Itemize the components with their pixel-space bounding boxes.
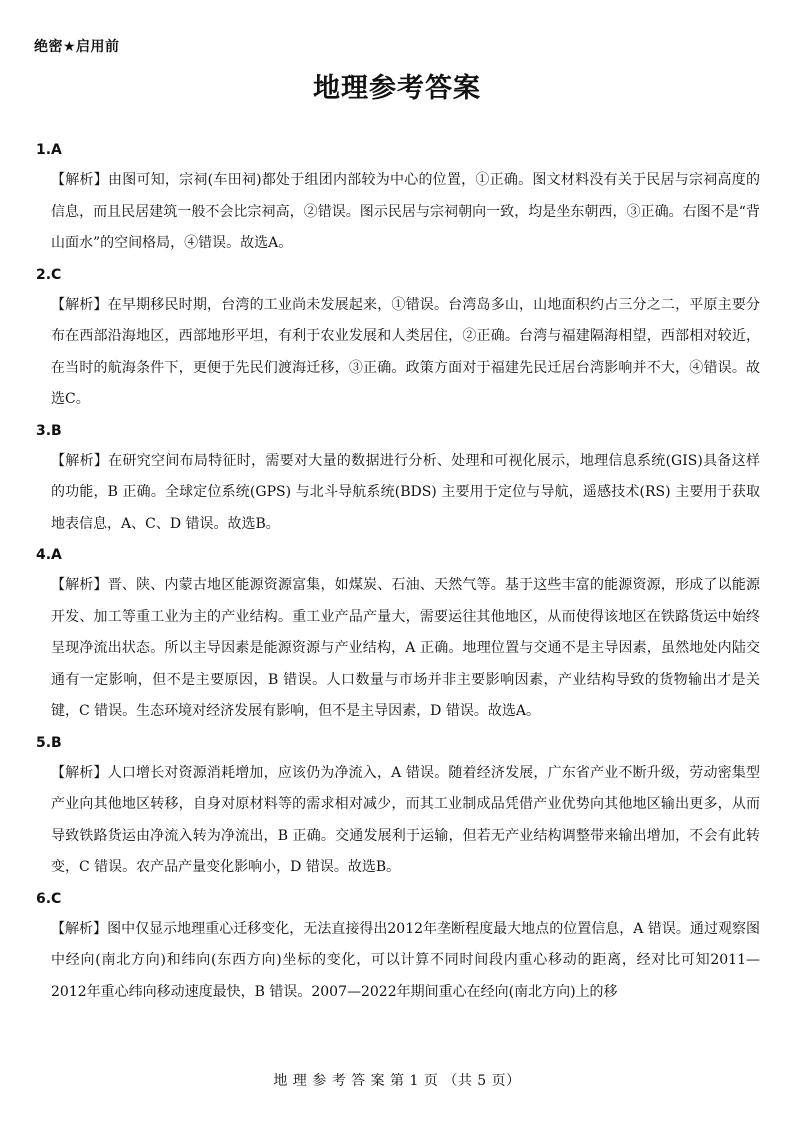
question-1	[36, 140, 760, 260]
question-explanation: 【解析】晋、陕、内蒙古地区能源资源富集，如煤炭、石油、天然气等。基于这些丰富的能源资源，形成了以能源开发、加工等重工业为主的产业结构。重工业产品产量大，需要运往其他地区，从而使得该地区在铁路货运中始终呈现净流出状态。所以主导因素是能源资源与产业结构，A 正确。地理位置与交通不是主导因素，虽然地处内陆交通有一定影响，但不是主要原因，B 错误。人口数量与市场并非主要影响因素，产业结构导致的货物输出才是关键，C 错误。生态环境对经济发展有影响，但不是主导因素，D 错误。故选A。	[51, 577, 760, 719]
question-number: 3.B	[36, 422, 62, 439]
page-footer: 地 理 参 考 答 案 第 1 页 （共 5 页）	[273, 1073, 521, 1089]
question-number: 1.A	[36, 142, 62, 158]
question-4	[36, 545, 760, 728]
question-2	[36, 265, 760, 416]
secret-mark: 绝密★启用前	[34, 39, 120, 55]
question-explanation: 【解析】在研究空间布局特征时，需要对大量的数据进行分析、处理和可视化展示，地理信息系统(GIS)具备这样的功能，B 正确。全球定位系统(GPS) 与北斗导航系统(BDS) 主要用于定位与导航，遥感技术(RS) 主要用于获取地表信息，A、C、D 错误。故选B。	[51, 452, 760, 532]
question-explanation: 【解析】在早期移民时期，台湾的工业尚未发展起来，①错误。台湾岛多山，山地面积约占三分之二，平原主要分布在西部沿海地区，西部地形平坦，有利于农业发展和人类居住，②正确。台湾与福建隔海相望，西部相对较近，在当时的航海条件下，更便于先民们渡海迁移，③正确。政策方面对于福建先民迁居台湾影响并不大，④错误。故选C。	[51, 296, 760, 407]
question-5	[36, 733, 760, 884]
question-3	[36, 421, 760, 541]
question-number: 2.C	[36, 266, 62, 283]
question-number: 4.A	[36, 547, 62, 563]
question-explanation: 【解析】人口增长对资源消耗增加，应该仍为净流入，A 错误。随着经济发展，广东省产业不断升级，劳动密集型产业向其他地区转移，自身对原材料等的需求相对减少，而其工业制成品凭借产业优势向其他地区输出更多，从而导致铁路货运由净流入转为净流出，B 正确。交通发展利于运输，但若无产业结构调整带来输出增加，不会有此转变，C 错误。农产品产量变化影响小，D 错误。故选B。	[51, 764, 760, 875]
question-explanation: 【解析】图中仅显示地理重心迁移变化，无法直接得出2012年垄断程度最大地点的位置信息，A 错误。通过观察图中经向(南北方向)和纬向(东西方向)坐标的变化，可以计算不同时间段内重心移动的距离，经对比可知2011—2012年重心纬向移动速度最快，B 错误。2007—2022年期间重心在经向(南北方向)上的移	[51, 920, 760, 1000]
question-6	[36, 889, 760, 1009]
question-number: 6.C	[36, 890, 62, 907]
answers-list	[36, 140, 760, 1013]
page-title: 地理参考答案	[313, 73, 481, 104]
question-number: 5.B	[36, 734, 62, 751]
question-explanation: 【解析】由图可知，宗祠(车田祠)都处于组团内部较为中心的位置，①正确。图文材料没有关于民居与宗祠高度的信息，而且民居建筑一般不会比宗祠高，②错误。图示民居与宗祠朝向一致，均是坐东朝西，③正确。右图不是“背山面水”的空间格局，④错误。故选A。	[51, 172, 760, 251]
